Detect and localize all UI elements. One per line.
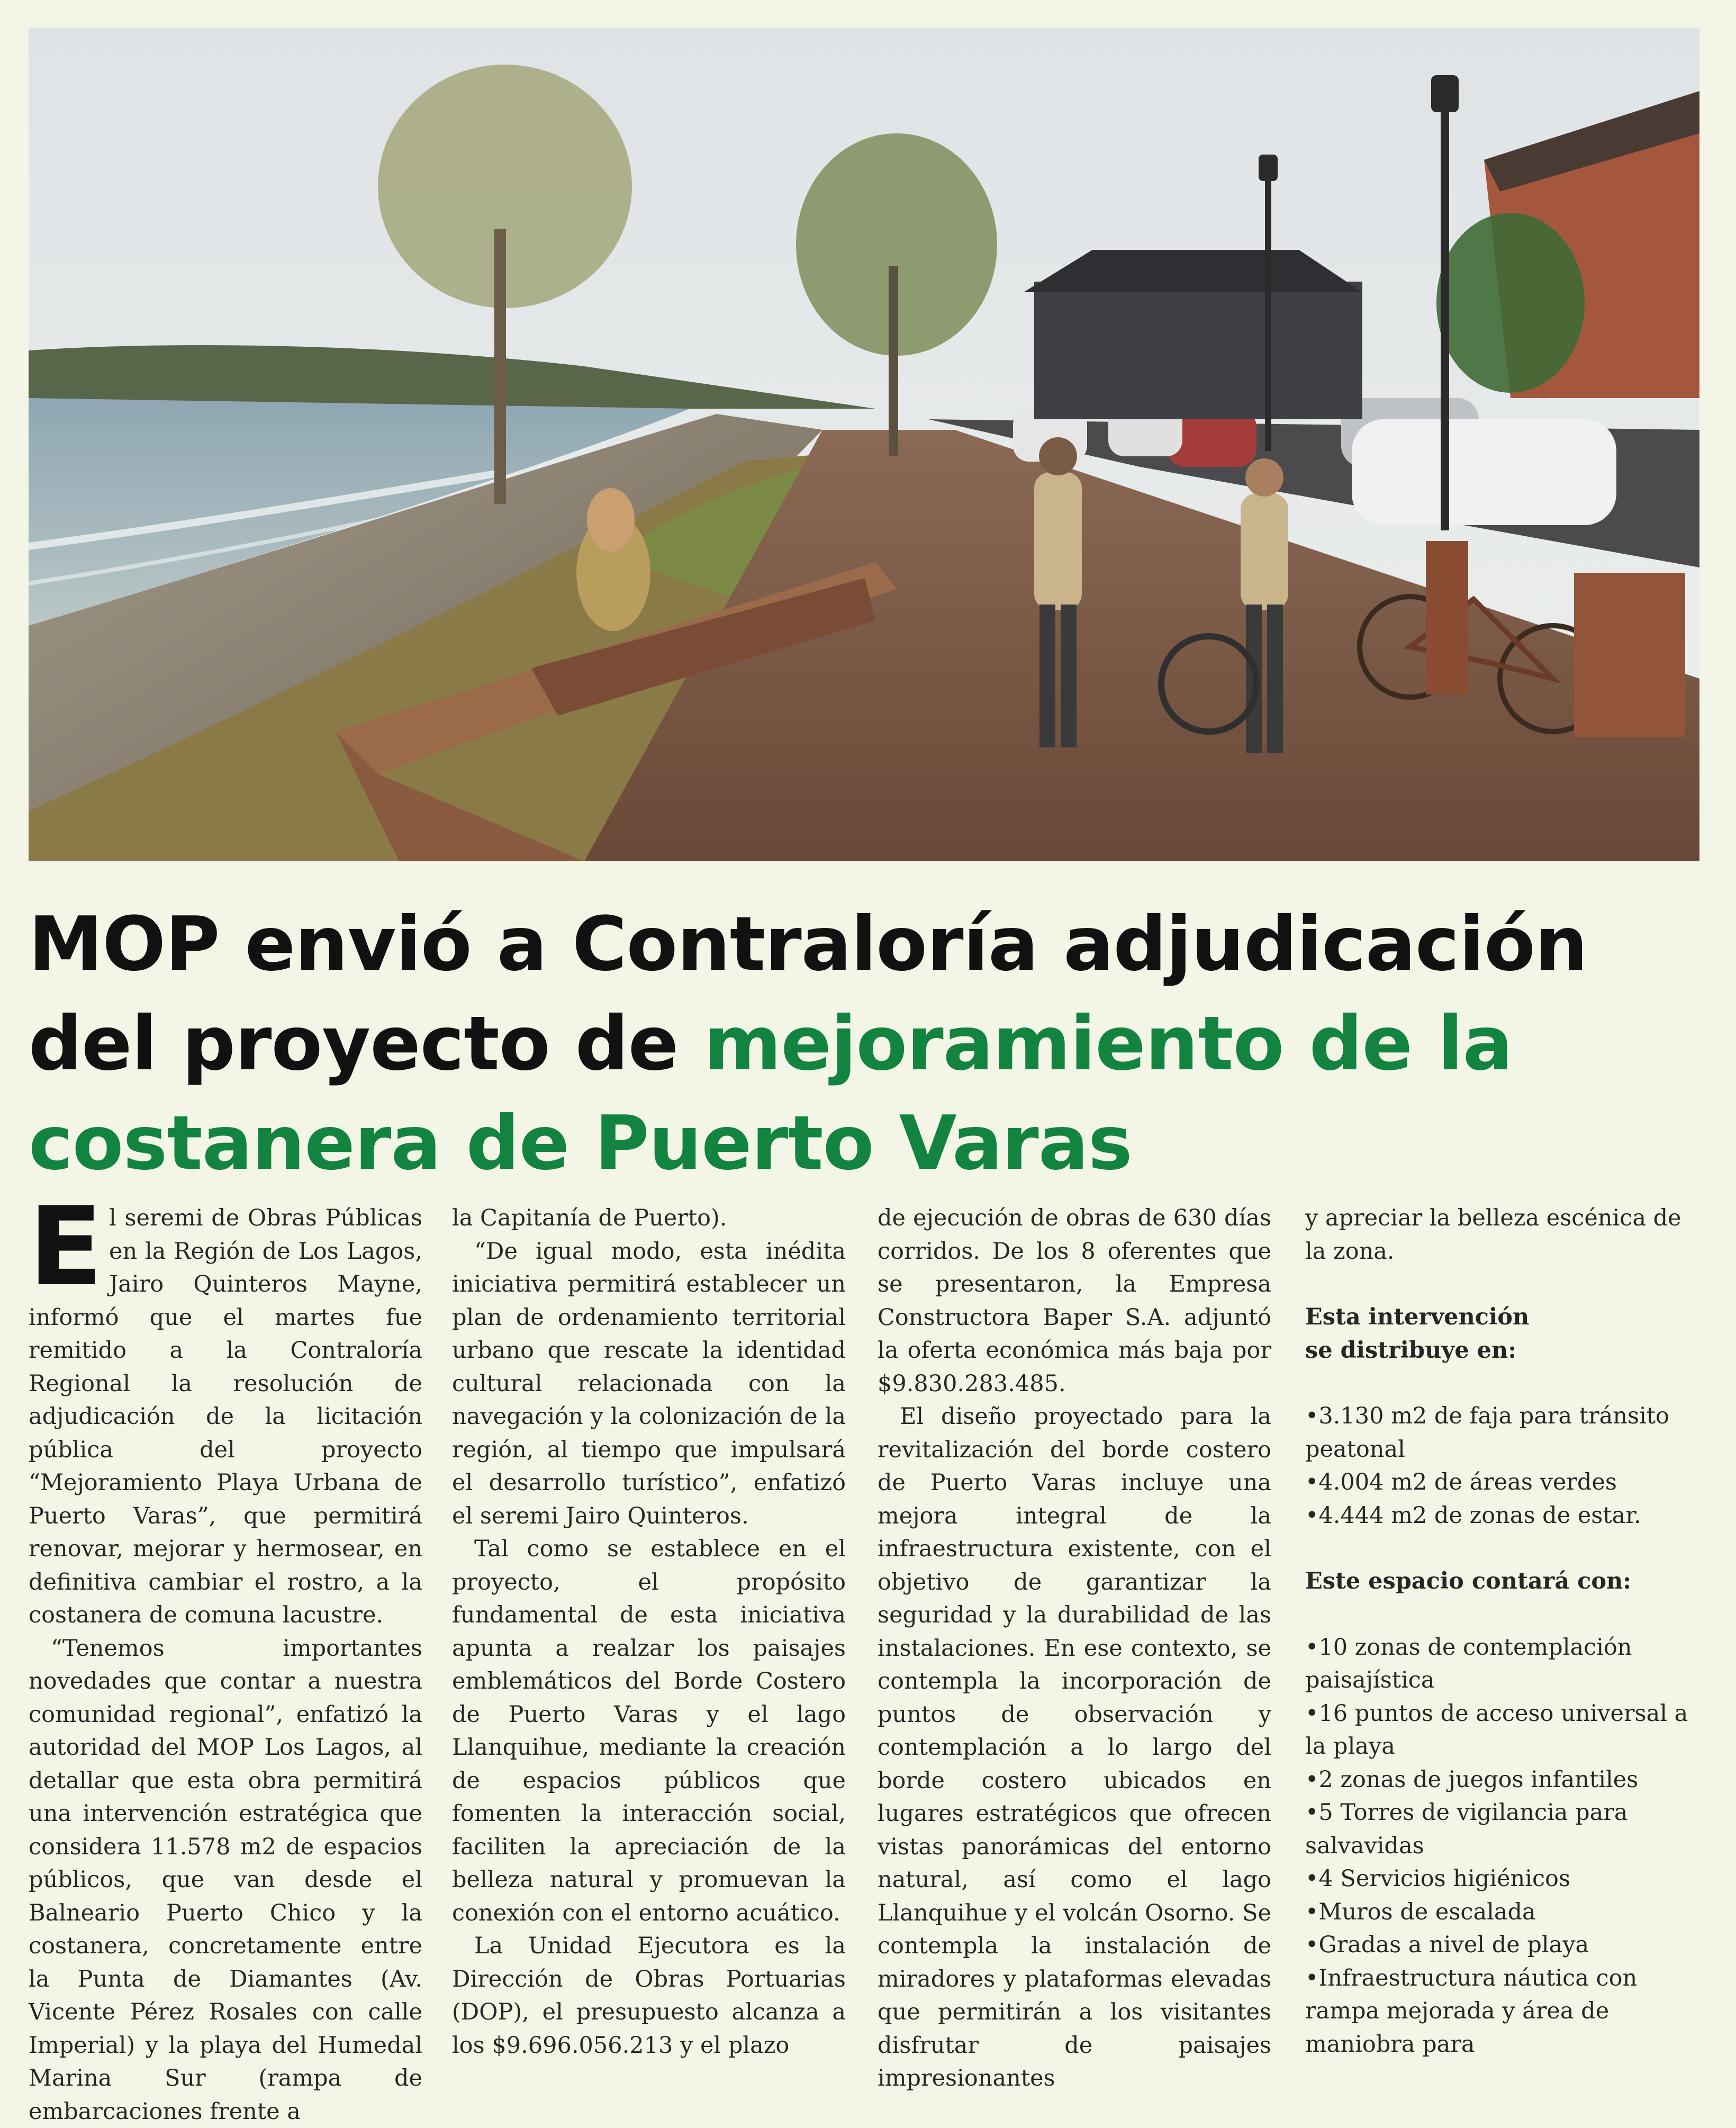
headline-part1: MOP envió a Contraloría adjudicación del proyecto de <box>29 901 1587 1087</box>
list-item: •4.004 m2 de áreas verdes <box>1305 1466 1699 1499</box>
list-item: •5 Torres de vigilancia para salvavidas <box>1305 1796 1699 1862</box>
drop-cap: E <box>29 1207 103 1286</box>
article-body <box>29 1202 1699 2049</box>
article-photo <box>29 28 1699 861</box>
column-2 <box>452 1202 846 2062</box>
paragraph: “Tenemos importantes novedades que contar a nuestra comunidad regional”, enfatizó la autoridad del MOP Los Lagos, al detallar que esta obra permitirá una intervención estratégica que considera 11.578 m2 de espacios públicos, que van desde el Balneario Puerto Chico y la costanera, concretamente entre la Punta de Diamantes (Av. Vicente Pérez Rosales con calle Imperial) y la playa del Humedal Marina Sur (rampa de embarcaciones frente a <box>29 1632 422 2128</box>
column-3 <box>878 1202 1271 2095</box>
list-item: •16 puntos de acceso universal a la playa <box>1305 1697 1699 1763</box>
list-item: •10 zonas de contemplación paisajística <box>1305 1631 1699 1697</box>
paragraph: “De igual modo, esta inédita iniciativa permitirá establecer un plan de ordenamiento territorial urbano que rescate la identidad cultural relacionada con la navegación y la colonización de la región, al tiempo que impulsará el desarrollo turístico”, enfatizó el seremi Jairo Quinteros. <box>452 1235 846 1533</box>
list-item: •2 zonas de juegos infantiles <box>1305 1763 1699 1797</box>
paragraph: La Unidad Ejecutora es la Dirección de Obras Portuarias (DOP), el presupuesto alcanza a los $9.696.056.213 y el plazo <box>452 1929 846 2062</box>
list-item: •4.444 m2 de zonas de estar. <box>1305 1499 1699 1532</box>
paragraph: Tal como se establece en el proyecto, el propósito fundamental de esta iniciativa apunta a realzar los paisajes emblemáticos del Borde Costero de Puerto Varas y el lago Llanquihue, mediante la creación de espacios públicos que fomenten la interacción social, faciliten la apreciación de la belleza natural y promuevan la conexión con el entorno acuático. <box>452 1532 846 1929</box>
list-item: •Muros de escalada <box>1305 1896 1699 1929</box>
features-list <box>1305 1631 1699 2061</box>
column-1 <box>29 1202 422 2128</box>
list-item: •Gradas a nivel de playa <box>1305 1928 1699 1962</box>
headline <box>29 895 1712 1193</box>
paragraph: y apreciar la belleza escénica de la zona. <box>1305 1202 1699 1268</box>
paragraph-lead <box>29 1202 422 1632</box>
column-4 <box>1305 1202 1699 2061</box>
list-item: •3.130 m2 de faja para tránsito peatonal <box>1305 1400 1699 1466</box>
subheading-line: Esta intervención <box>1305 1301 1699 1334</box>
waterfront-promenade-image <box>29 28 1699 861</box>
headline-part2: mejoramiento de la costanera de Puerto Varas <box>29 1000 1513 1187</box>
list-item: •Infraestructura náutica con rampa mejorada y área de maniobra para <box>1305 1962 1699 2061</box>
list-item: •4 Servicios higiénicos <box>1305 1862 1699 1896</box>
paragraph: de ejecución de obras de 630 días corridos. De los 8 oferentes que se presentaron, la Empresa Constructora Baper S.A. adjuntó la oferta económica más baja por $9.830.283.485. <box>878 1202 1271 1400</box>
subheading-features: Este espacio contará con: <box>1305 1565 1699 1598</box>
paragraph: El diseño proyectado para la revitalización del borde costero de Puerto Varas incluye una mejora integral de la infraestructura existente, con el objetivo de garantizar la seguridad y la durabilidad de las instalaciones. En ese contexto, se contempla la incorporación de puntos de observación y contemplación a lo largo del borde costero ubicados en lugares estratégicos que ofrecen vistas panorámicas del entorno natural, así como el lago Llanquihue y el volcán Osorno. Se contempla la instalación de miradores y plataformas elevadas que permitirán a los visitantes disfrutar de paisajes impresionantes <box>878 1400 1271 2095</box>
subheading-line: se distribuye en: <box>1305 1334 1699 1367</box>
distribution-list <box>1305 1400 1699 1532</box>
lead-text: l seremi de Obras Públicas en la Región de Los Lagos, Jairo Quinteros Mayne, informó que el martes fue remitido a la Contraloría Regional la resolución de adjudicación de la licitación pública del proyecto “Mejoramiento Playa Urbana de Puerto Varas”, que permitirá renovar, mejorar y hermosear, en definitiva cambiar el rostro, a la costanera de comuna lacustre. <box>29 1205 422 1628</box>
paragraph: la Capitanía de Puerto). <box>452 1202 846 1235</box>
subheading-distribution <box>1305 1301 1699 1367</box>
